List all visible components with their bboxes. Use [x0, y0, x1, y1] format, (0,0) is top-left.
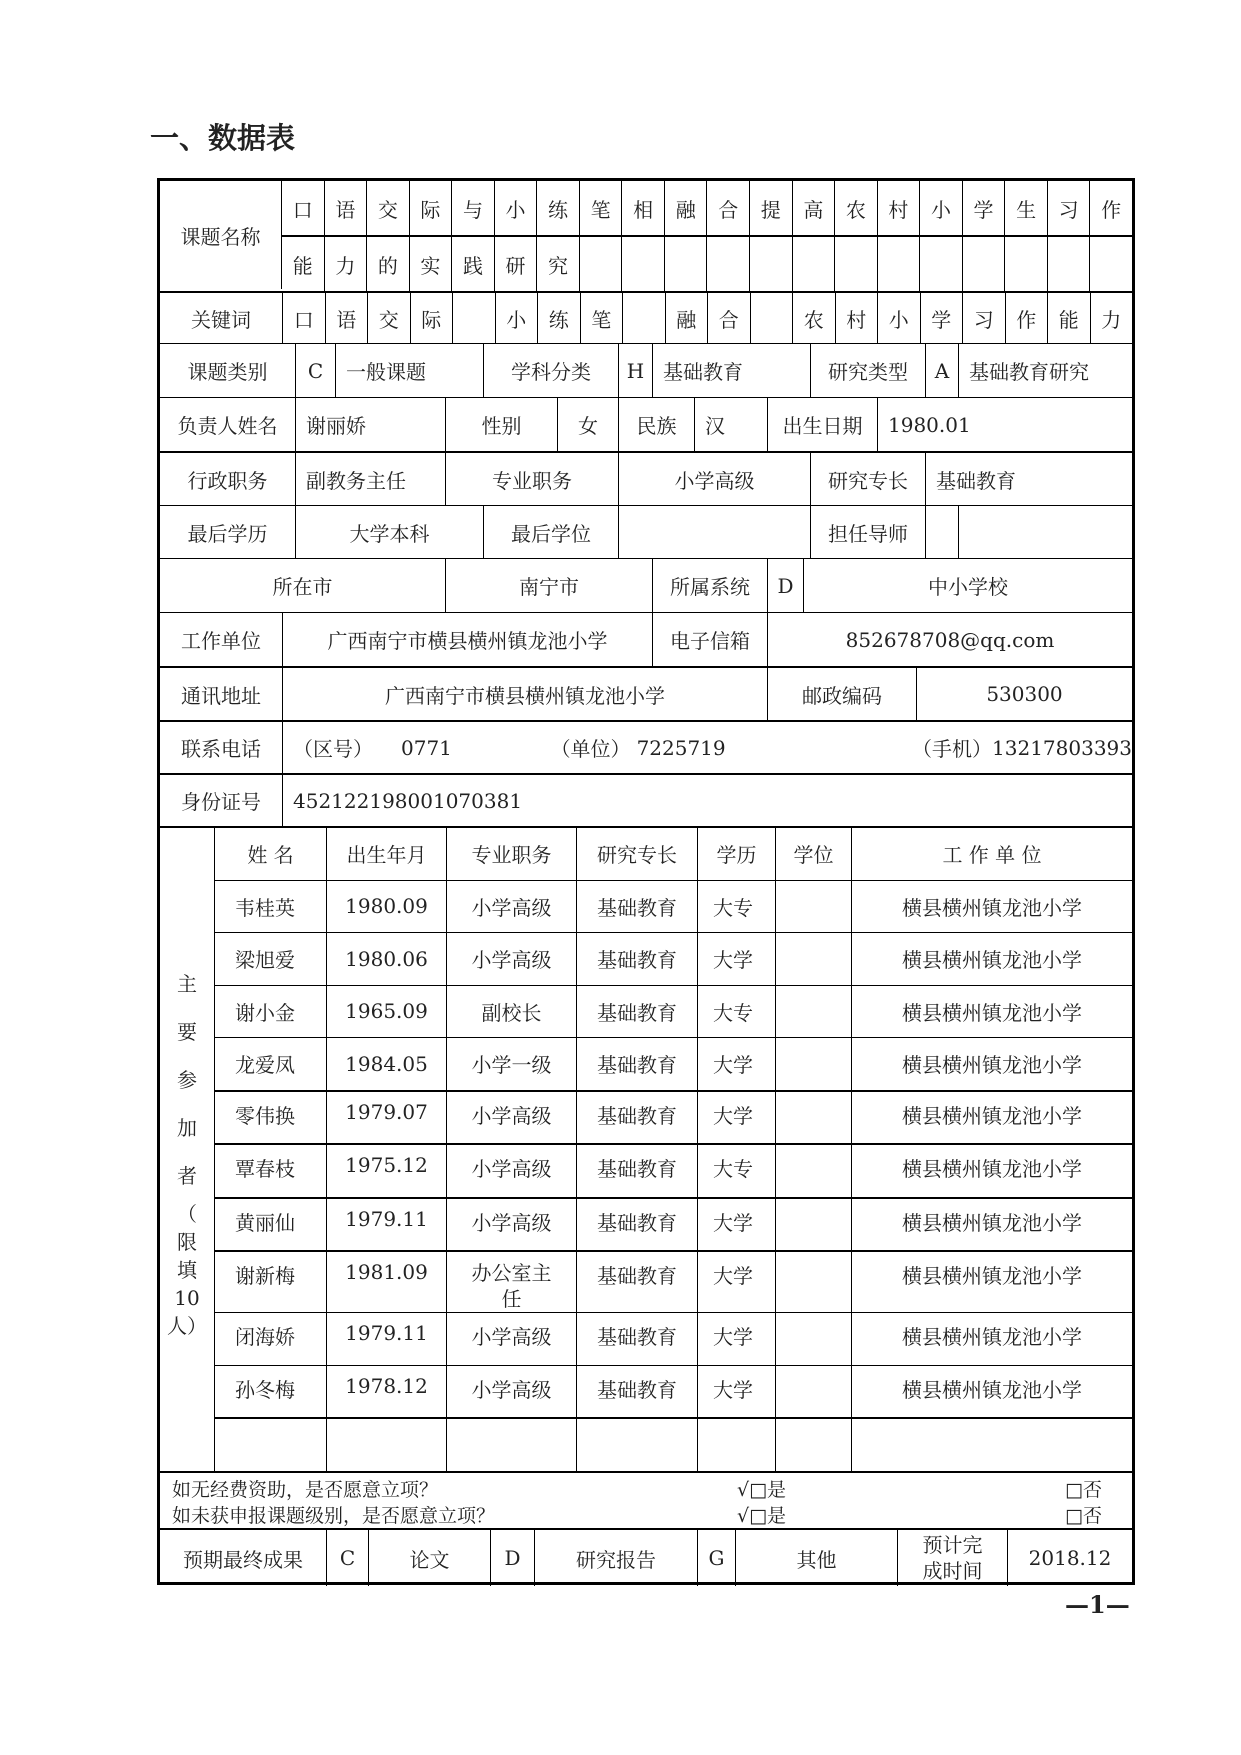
char-cell: 村 [835, 293, 878, 343]
members-label-char: 限 [177, 1229, 197, 1254]
member-cell: 副校长 [446, 986, 576, 1038]
char-cell: 语 [325, 293, 368, 343]
members-label-char: 者 [177, 1163, 197, 1188]
char-cell: 相 [621, 181, 664, 235]
char-cell: 小 [494, 181, 537, 235]
char-cell: 的 [366, 237, 409, 291]
specialty-value: 基础教育 [925, 453, 1132, 505]
table-row [215, 985, 1132, 1038]
question-line [172, 1475, 1120, 1501]
outcome-row [160, 1528, 1132, 1586]
char-cell [1047, 237, 1090, 291]
char-cell: 学 [962, 181, 1005, 235]
admin-label: 行政职务 [187, 468, 268, 493]
member-cell [215, 1419, 326, 1471]
finish-label: 预计完成时间 [897, 1530, 1007, 1586]
education-row [160, 505, 1132, 558]
char-cell: 小 [877, 293, 920, 343]
char-cell: 口 [292, 197, 313, 222]
char-cell: 学 [920, 293, 963, 343]
char-cell: 合 [706, 181, 749, 235]
member-cell: 横县横州镇龙池小学 [851, 1145, 1132, 1197]
char-cell [750, 293, 793, 343]
member-cell: 横县横州镇龙池小学 [851, 1199, 1132, 1251]
leader-name-label: 负责人姓名 [177, 414, 278, 438]
column-header: 研究专长 [576, 828, 697, 880]
table-row [215, 880, 1132, 933]
no-checkbox[interactable]: □否 [1065, 1478, 1102, 1501]
char-cell [877, 237, 920, 291]
member-cell: 基础教育 [576, 1366, 697, 1418]
table-row [215, 1417, 1132, 1471]
address-value: 广西南宁市横县横州镇龙池小学 [282, 668, 767, 720]
email-value: 852678708@qq.com [767, 613, 1132, 666]
member-cell [326, 1419, 446, 1471]
char-cell: 练 [537, 293, 580, 343]
member-cell [775, 1145, 851, 1197]
member-cell [775, 1199, 851, 1251]
member-cell: 小学高级 [446, 881, 576, 933]
member-cell [775, 1366, 851, 1418]
char-cell: 作 [1005, 293, 1048, 343]
char-cell: 村 [877, 181, 920, 235]
char-cell [834, 237, 877, 291]
char-cell: 际 [409, 181, 452, 235]
member-cell: 大学 [697, 1366, 775, 1418]
member-cell: 大学 [697, 1199, 775, 1251]
member-cell: 小学高级 [446, 1313, 576, 1365]
char-cell: 能 [292, 253, 313, 278]
member-cell: 横县横州镇龙池小学 [851, 1313, 1132, 1365]
members-label-char: 填 [177, 1257, 197, 1282]
member-cell [775, 1092, 851, 1144]
title-chars-row-1 [282, 181, 1132, 235]
phone-row [160, 720, 1132, 773]
member-cell [851, 1419, 1132, 1471]
member-cell: 1978.12 [326, 1366, 446, 1418]
members-label-char: （ [177, 1201, 197, 1226]
work-row [160, 612, 1132, 666]
title-label: 课题名称 [160, 181, 282, 289]
member-cell: 谢小金 [235, 1000, 295, 1025]
char-cell: 力 [324, 237, 367, 291]
yes-checkbox[interactable]: √□是 [737, 1478, 787, 1501]
city-value: 南宁市 [445, 559, 652, 612]
members-header-row [215, 828, 1132, 880]
table-row [215, 932, 1132, 985]
member-cell: 横县横州镇龙池小学 [851, 1366, 1132, 1418]
member-cell [775, 1313, 851, 1365]
system-value: 中小学校 [803, 559, 1132, 612]
char-cell: 笔 [579, 181, 622, 235]
member-cell: 大学 [697, 1038, 775, 1090]
char-cell: 践 [451, 237, 494, 291]
member-cell: 横县横州镇龙池小学 [851, 1038, 1132, 1090]
column-header: 姓 名 [247, 843, 294, 868]
char-cell: 练 [536, 181, 579, 235]
member-cell: 1980.09 [326, 881, 446, 933]
member-cell: 1984.05 [326, 1038, 446, 1090]
degree-label: 最后学位 [483, 506, 618, 558]
char-cell [919, 237, 962, 291]
questions-section [160, 1471, 1132, 1528]
tutor-value [958, 506, 1132, 558]
work-label: 工作单位 [181, 629, 261, 653]
member-cell [775, 933, 851, 985]
question-text: 如无经费资助，是否愿意立项？ [172, 1478, 439, 1501]
char-cell: 交 [366, 181, 409, 235]
member-cell: 横县横州镇龙池小学 [851, 881, 1132, 933]
member-cell: 基础教育 [576, 1038, 697, 1090]
outcome-d-code: D [490, 1530, 534, 1586]
zip-value: 530300 [916, 668, 1132, 720]
table-row [215, 1312, 1132, 1365]
table-row [215, 1143, 1132, 1197]
member-cell [697, 1419, 775, 1471]
work-value: 广西南宁市横县横州镇龙池小学 [282, 613, 652, 666]
column-header: 工 作 单 位 [851, 828, 1132, 880]
area-code-label: （区号） [293, 737, 373, 761]
char-cell: 融 [664, 181, 707, 235]
gender-value: 女 [557, 398, 618, 451]
research-type-value: 基础教育研究 [958, 344, 1132, 397]
outcome-g-code: G [697, 1530, 735, 1586]
unit-phone-label: （单位） [550, 737, 631, 761]
specialty-label: 研究专长 [810, 453, 925, 505]
pro-title-label: 专业职务 [445, 453, 618, 505]
column-header: 学历 [697, 828, 775, 880]
char-cell [749, 237, 792, 291]
members-label-char: 主 [177, 971, 197, 996]
member-cell: 横县横州镇龙池小学 [851, 986, 1132, 1038]
char-cell [621, 237, 664, 291]
no-checkbox[interactable]: □否 [1065, 1504, 1102, 1527]
outcome-g: 其他 [735, 1530, 897, 1586]
member-cell: 基础教育 [576, 933, 697, 985]
education-value: 大学本科 [295, 506, 483, 558]
mobile-label: （手机） [912, 737, 993, 761]
char-cell: 小 [495, 293, 538, 343]
outcome-c: 论文 [368, 1530, 490, 1586]
city-row [160, 558, 1132, 612]
ethnic-value: 汉 [694, 398, 767, 451]
member-cell: 大学 [697, 933, 775, 985]
member-cell: 黄丽仙 [235, 1210, 295, 1235]
table-row [215, 1037, 1132, 1090]
char-cell: 习 [962, 293, 1005, 343]
char-cell [962, 237, 1005, 291]
id-label: 身份证号 [181, 790, 261, 814]
member-cell [775, 881, 851, 933]
member-cell: 闭海娇 [235, 1325, 295, 1350]
research-type-label: 研究类型 [810, 344, 925, 397]
page-number: —1— [1065, 1590, 1130, 1619]
char-cell [579, 237, 622, 291]
member-cell: 基础教育 [576, 881, 697, 933]
category-row [160, 343, 1132, 397]
research-type-code: A [925, 344, 958, 397]
member-cell: 基础教育 [576, 1199, 697, 1251]
member-cell: 大专 [697, 1145, 775, 1197]
gender-label: 性别 [445, 398, 557, 451]
section-heading: 一、数据表 [150, 121, 296, 155]
member-cell [775, 986, 851, 1038]
table-row [215, 1197, 1132, 1251]
system-code: D [767, 559, 803, 612]
char-cell: 提 [749, 181, 792, 235]
member-cell: 小学高级 [446, 933, 576, 985]
char-cell: 笔 [580, 293, 623, 343]
unit-phone: 7225719 [636, 735, 726, 760]
char-cell: 究 [536, 237, 579, 291]
members-label [160, 828, 215, 1471]
member-cell: 1975.12 [326, 1145, 446, 1197]
subject-label: 学科分类 [483, 344, 618, 397]
member-cell: 孙冬梅 [235, 1377, 295, 1402]
tutor-label: 担任导师 [810, 506, 925, 558]
birth-label: 出生日期 [767, 398, 877, 451]
table-row [215, 1365, 1132, 1418]
subject-value: 基础教育 [652, 344, 810, 397]
char-cell: 口 [293, 307, 314, 332]
member-cell: 零伟换 [235, 1103, 295, 1128]
outcome-c-code: C [326, 1530, 368, 1586]
char-cell: 际 [410, 293, 453, 343]
member-cell [446, 1419, 576, 1471]
member-cell: 横县横州镇龙池小学 [851, 933, 1132, 985]
char-cell [622, 293, 665, 343]
members-section [160, 826, 1132, 1471]
char-cell: 小 [919, 181, 962, 235]
area-code: 0771 [401, 735, 452, 760]
member-cell: 1979.07 [326, 1092, 446, 1144]
char-cell: 高 [792, 181, 835, 235]
member-cell: 大学 [697, 1252, 775, 1312]
question-line [172, 1501, 1120, 1527]
column-header: 专业职务 [446, 828, 576, 880]
outcome-label: 预期最终成果 [183, 1547, 303, 1572]
address-label: 通讯地址 [181, 683, 261, 708]
id-value: 452122198001070381 [282, 775, 1132, 826]
leader-name: 谢丽娇 [295, 398, 445, 451]
column-header: 出生年月 [326, 828, 446, 880]
mobile-phone: 13217803393 [992, 735, 1132, 760]
member-cell: 小学高级 [446, 1145, 576, 1197]
char-cell: 交 [367, 293, 410, 343]
char-cell: 与 [451, 181, 494, 235]
member-cell [576, 1419, 697, 1471]
member-cell: 基础教育 [576, 1145, 697, 1197]
member-cell: 龙爱凤 [235, 1053, 295, 1078]
id-row [160, 773, 1132, 826]
finish-value: 2018.12 [1007, 1530, 1132, 1586]
birth-value: 1980.01 [877, 398, 1132, 451]
char-cell: 作 [1089, 181, 1132, 235]
member-cell: 1980.06 [326, 933, 446, 985]
member-cell [775, 1252, 851, 1312]
char-cell: 习 [1047, 181, 1090, 235]
member-cell: 基础教育 [576, 986, 697, 1038]
title-section [160, 181, 1132, 291]
category-label: 课题类别 [187, 360, 268, 384]
members-label-char: 要 [177, 1019, 197, 1044]
members-label-char: 参 [177, 1067, 197, 1092]
member-cell: 大学 [697, 1313, 775, 1365]
city-label: 所在市 [272, 575, 333, 599]
email-label: 电子信箱 [652, 613, 767, 666]
member-cell: 基础教育 [576, 1092, 697, 1144]
char-cell: 生 [1004, 181, 1047, 235]
char-cell: 农 [792, 293, 835, 343]
member-cell: 1981.09 [326, 1252, 446, 1312]
admin-value: 副教务主任 [295, 453, 445, 505]
address-row [160, 666, 1132, 720]
degree-value [618, 506, 810, 558]
title-chars-row-2 [282, 235, 1132, 291]
member-cell: 覃春枝 [235, 1157, 295, 1182]
table-row [215, 1090, 1132, 1144]
member-cell: 1979.11 [326, 1313, 446, 1365]
char-cell: 研 [494, 237, 537, 291]
members-label-char: 加 [177, 1115, 197, 1140]
char-cell: 合 [707, 293, 750, 343]
leader-row [160, 397, 1132, 451]
members-label-char: 人） [167, 1313, 207, 1338]
question-text: 如未获申报课题级别，是否愿意立项？ [172, 1504, 496, 1527]
tutor-code [925, 506, 958, 558]
education-label: 最后学历 [187, 521, 268, 546]
pro-title-value: 小学高级 [618, 453, 810, 505]
ethnic-label: 民族 [618, 398, 694, 451]
char-cell [452, 293, 495, 343]
system-label: 所属系统 [652, 559, 767, 612]
table-row [215, 1250, 1132, 1312]
member-cell: 小学高级 [446, 1366, 576, 1418]
char-cell: 农 [834, 181, 877, 235]
yes-checkbox[interactable]: √□是 [737, 1504, 787, 1527]
category-code: C [295, 344, 335, 397]
column-header: 学位 [775, 828, 851, 880]
char-cell: 融 [665, 293, 708, 343]
char-cell: 语 [324, 181, 367, 235]
member-cell: 横县横州镇龙池小学 [851, 1252, 1132, 1312]
keywords-row [160, 291, 1132, 343]
char-cell: 实 [409, 237, 452, 291]
member-cell: 韦桂英 [235, 895, 295, 920]
member-cell: 梁旭爱 [235, 948, 295, 973]
char-cell [706, 237, 749, 291]
member-cell: 基础教育 [576, 1252, 697, 1312]
position-row [160, 451, 1132, 505]
member-cell: 1979.11 [326, 1199, 446, 1251]
member-cell: 1965.09 [326, 986, 446, 1038]
member-cell: 办公室主任 [446, 1252, 576, 1312]
member-cell: 基础教育 [576, 1313, 697, 1365]
outcome-d: 研究报告 [534, 1530, 697, 1586]
char-cell [664, 237, 707, 291]
phone-label: 联系电话 [181, 737, 261, 761]
member-cell: 大专 [697, 881, 775, 933]
member-cell: 小学高级 [446, 1199, 576, 1251]
zip-label: 邮政编码 [767, 668, 916, 720]
member-cell: 横县横州镇龙池小学 [851, 1092, 1132, 1144]
category-value: 一般课题 [335, 344, 483, 397]
member-cell: 小学高级 [446, 1092, 576, 1144]
char-cell [792, 237, 835, 291]
char-cell: 力 [1090, 293, 1133, 343]
member-cell: 小学一级 [446, 1038, 576, 1090]
member-cell: 大专 [697, 986, 775, 1038]
member-cell [775, 1038, 851, 1090]
member-cell: 谢新梅 [235, 1264, 295, 1289]
char-cell [1004, 237, 1047, 291]
keywords-label: 关键词 [191, 307, 251, 332]
member-cell [775, 1419, 851, 1471]
member-cell: 大学 [697, 1092, 775, 1144]
phone-values [282, 722, 1132, 773]
members-label-char: 10 [174, 1285, 200, 1310]
subject-code: H [618, 344, 652, 397]
members-table [215, 828, 1132, 1471]
data-table [157, 178, 1135, 1585]
char-cell: 能 [1047, 293, 1090, 343]
char-cell [1089, 237, 1132, 291]
